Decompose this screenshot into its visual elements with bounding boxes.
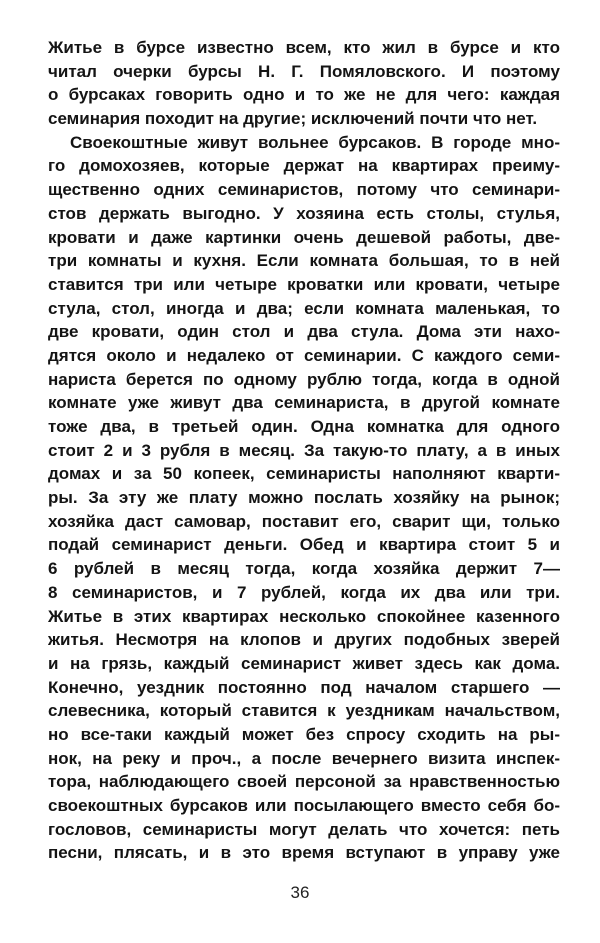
text-line: комнате уже живут два семинариста, в другой комнате bbox=[48, 393, 560, 413]
paragraph-2 bbox=[48, 131, 560, 865]
text-line: нариста берется по одному рублю тогда, когда в одной bbox=[48, 369, 560, 389]
text-line: го домохозяев, которые держат на квартирах преиму- bbox=[48, 156, 560, 176]
page-text bbox=[48, 36, 560, 865]
text-line: тора, наблюдающего своей персоной за нравственностью bbox=[48, 772, 560, 792]
text-line: 6 рублей в месяц тогда, когда хозяйка держит 7— bbox=[48, 559, 560, 579]
text-line: Житье в этих квартирах несколько спокойнее казенного bbox=[48, 606, 560, 626]
text-line: песни, плясать, и в это время вступают в управу уже bbox=[48, 843, 560, 863]
text-line: о бурсаках говорить одно и то же не для чего: каждая bbox=[48, 85, 560, 105]
text-line: семинария походит на другие; исключений почти что нет. bbox=[48, 109, 538, 129]
text-line: домах и за 50 копеек, семинаристы наполняют кварти- bbox=[48, 464, 560, 484]
text-line: читал очерки бурсы Н. Г. Помяловского. И поэтому bbox=[48, 61, 560, 81]
text-line: две кровати, один стол и два стула. Дома эти нахо- bbox=[48, 322, 560, 342]
text-line: но все-таки каждый может без спросу сходить на ры- bbox=[48, 724, 560, 744]
text-line: хозяйка даст самовар, поставит его, сварит щи, только bbox=[48, 511, 560, 531]
text-line: 8 семинаристов, и 7 рублей, когда их два или три. bbox=[48, 582, 560, 602]
text-line: нок, на реку и проч., а после вечернего визита инспек- bbox=[48, 748, 560, 768]
text-line: щественно одних семинаристов, потому что семинари- bbox=[48, 180, 560, 200]
text-line: ставится три или четыре кроватки или кровати, четыре bbox=[48, 274, 560, 294]
text-line: Конечно, уездник постоянно под началом старшего — bbox=[48, 677, 560, 697]
text-line: подай семинарист деньги. Обед и квартира стоит 5 и bbox=[48, 535, 560, 555]
text-line: стоит 2 и 3 рубля в месяц. За такую-то плату, а в иных bbox=[48, 440, 560, 460]
text-line: стов держать выгодно. У хозяина есть столы, стулья, bbox=[48, 203, 560, 223]
text-line: житья. Несмотря на клопов и других подобных зверей bbox=[48, 630, 560, 650]
text-line: своекоштных бурсаков или посылающего вместо себя бо- bbox=[48, 796, 560, 815]
text-line: кровати и даже картинки очень дешевой работы, две- bbox=[48, 227, 560, 247]
text-line: дятся около и недалеко от семинарии. С каждого семи- bbox=[48, 345, 560, 365]
text-line: слевесника, который ставится к уездникам начальством, bbox=[48, 701, 560, 721]
text-line: стула, стол, иногда и два; если комната маленькая, то bbox=[48, 298, 560, 318]
text-line: и на грязь, каждый семинарист живет здесь как дома. bbox=[48, 653, 560, 673]
text-line: три комнаты и кухня. Если комната большая, то в ней bbox=[48, 251, 560, 271]
text-line: ры. За эту же плату можно послать хозяйку на рынок; bbox=[48, 488, 560, 508]
paragraph-1 bbox=[48, 36, 560, 131]
text-line: Житье в бурсе известно всем, кто жил в бурсе и кто bbox=[48, 38, 560, 57]
text-line: гословов, семинаристы могут делать что хочется: петь bbox=[48, 819, 560, 839]
page-number: 36 bbox=[290, 883, 310, 902]
text-line: Своекоштные живут вольнее бурсаков. В городе мно- bbox=[70, 132, 560, 152]
text-line: тоже два, в третьей один. Одна комнатка для одного bbox=[48, 417, 560, 436]
